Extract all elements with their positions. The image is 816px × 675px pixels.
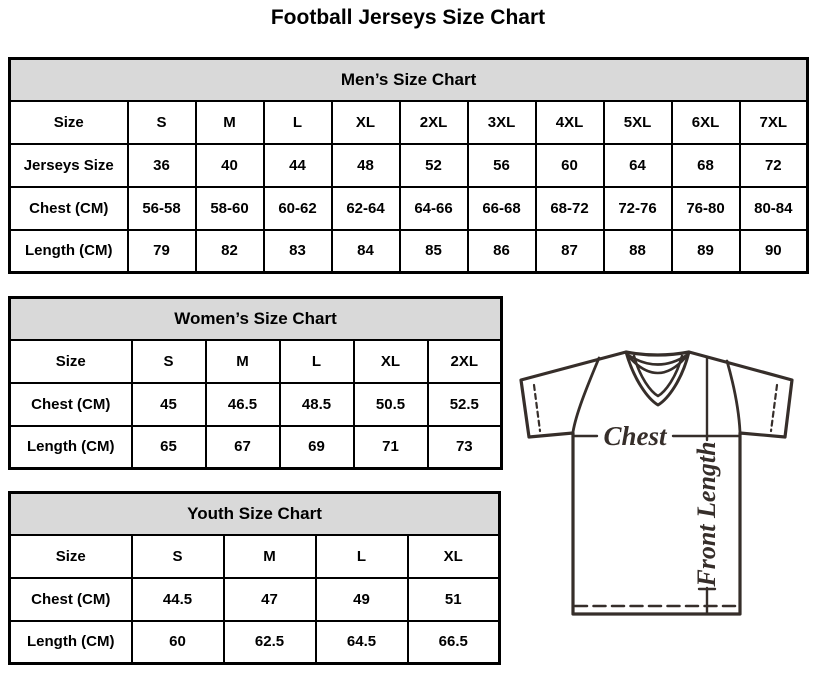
row-label-cell: Length (CM) (10, 230, 128, 273)
value-cell: S (132, 535, 224, 578)
value-cell: L (264, 101, 332, 144)
value-cell: 6XL (672, 101, 740, 144)
table-row (10, 426, 502, 469)
value-cell: 76-80 (672, 187, 740, 230)
value-cell: 72-76 (604, 187, 672, 230)
right-sleeve-stitch-line (771, 385, 777, 431)
value-cell: M (206, 340, 280, 383)
value-cell: 2XL (428, 340, 502, 383)
jersey-measurement-diagram (513, 344, 815, 644)
value-cell: 72 (740, 144, 808, 187)
row-label-cell: Chest (CM) (10, 187, 128, 230)
table-header-row (10, 59, 808, 101)
value-cell: 3XL (468, 101, 536, 144)
womens-table-title: Women’s Size Chart (10, 298, 502, 340)
value-cell: 60 (536, 144, 604, 187)
value-cell: 62-64 (332, 187, 400, 230)
row-label-cell: Length (CM) (10, 621, 132, 664)
value-cell: 44.5 (132, 578, 224, 621)
left-sleeve-stitch-line (534, 385, 540, 431)
value-cell: 85 (400, 230, 468, 273)
value-cell: 60-62 (264, 187, 332, 230)
value-cell: 7XL (740, 101, 808, 144)
value-cell: 62.5 (224, 621, 316, 664)
mens-size-table (8, 57, 809, 274)
left-armhole-seam (573, 358, 599, 432)
table-header-row (10, 298, 502, 340)
value-cell: 82 (196, 230, 264, 273)
value-cell: 66.5 (408, 621, 500, 664)
value-cell: 79 (128, 230, 196, 273)
value-cell: 64 (604, 144, 672, 187)
value-cell: M (196, 101, 264, 144)
value-cell: 4XL (536, 101, 604, 144)
value-cell: XL (408, 535, 500, 578)
value-cell: 67 (206, 426, 280, 469)
value-cell: 88 (604, 230, 672, 273)
value-cell: 58-60 (196, 187, 264, 230)
value-cell: 48 (332, 144, 400, 187)
table-row (10, 230, 808, 273)
row-label-cell: Chest (CM) (10, 383, 132, 426)
value-cell: 2XL (400, 101, 468, 144)
value-cell: L (316, 535, 408, 578)
value-cell: 49 (316, 578, 408, 621)
value-cell: 40 (196, 144, 264, 187)
right-armhole-seam (727, 361, 740, 432)
value-cell: 44 (264, 144, 332, 187)
value-cell: 56-58 (128, 187, 196, 230)
value-cell: XL (354, 340, 428, 383)
value-cell: 56 (468, 144, 536, 187)
value-cell: S (128, 101, 196, 144)
value-cell: 73 (428, 426, 502, 469)
table-row (10, 340, 502, 383)
value-cell: 60 (132, 621, 224, 664)
table-row (10, 621, 500, 664)
row-label-cell: Size (10, 340, 132, 383)
row-label-cell: Chest (CM) (10, 578, 132, 621)
value-cell: 71 (354, 426, 428, 469)
row-label-cell: Length (CM) (10, 426, 132, 469)
value-cell: 64.5 (316, 621, 408, 664)
value-cell: 80-84 (740, 187, 808, 230)
row-label-cell: Size (10, 101, 128, 144)
value-cell: 87 (536, 230, 604, 273)
jersey-outline-shape (521, 352, 792, 614)
table-row (10, 578, 500, 621)
value-cell: 83 (264, 230, 332, 273)
table-row (10, 187, 808, 230)
value-cell: 65 (132, 426, 206, 469)
table-row (10, 383, 502, 426)
value-cell: 51 (408, 578, 500, 621)
value-cell: 52.5 (428, 383, 502, 426)
value-cell: 66-68 (468, 187, 536, 230)
value-cell: 68-72 (536, 187, 604, 230)
value-cell: 46.5 (206, 383, 280, 426)
value-cell: 86 (468, 230, 536, 273)
row-label-cell: Size (10, 535, 132, 578)
value-cell: 64-66 (400, 187, 468, 230)
value-cell: L (280, 340, 354, 383)
table-row (10, 144, 808, 187)
value-cell: 45 (132, 383, 206, 426)
value-cell: 90 (740, 230, 808, 273)
youth-table-title: Youth Size Chart (10, 493, 500, 535)
value-cell: 48.5 (280, 383, 354, 426)
value-cell: 5XL (604, 101, 672, 144)
value-cell: 68 (672, 144, 740, 187)
front-length-label: Front Length (692, 441, 721, 587)
row-label-cell: Jerseys Size (10, 144, 128, 187)
value-cell: XL (332, 101, 400, 144)
value-cell: 50.5 (354, 383, 428, 426)
value-cell: 52 (400, 144, 468, 187)
table-row (10, 101, 808, 144)
value-cell: 69 (280, 426, 354, 469)
page-title: Football Jerseys Size Chart (270, 6, 546, 29)
value-cell: 89 (672, 230, 740, 273)
value-cell: 47 (224, 578, 316, 621)
womens-size-table (8, 296, 503, 470)
chest-label: Chest (603, 421, 667, 451)
youth-size-table (8, 491, 501, 665)
table-row (10, 535, 500, 578)
value-cell: 84 (332, 230, 400, 273)
mens-table-title: Men’s Size Chart (10, 59, 808, 101)
value-cell: M (224, 535, 316, 578)
value-cell: 36 (128, 144, 196, 187)
table-header-row (10, 493, 500, 535)
value-cell: S (132, 340, 206, 383)
